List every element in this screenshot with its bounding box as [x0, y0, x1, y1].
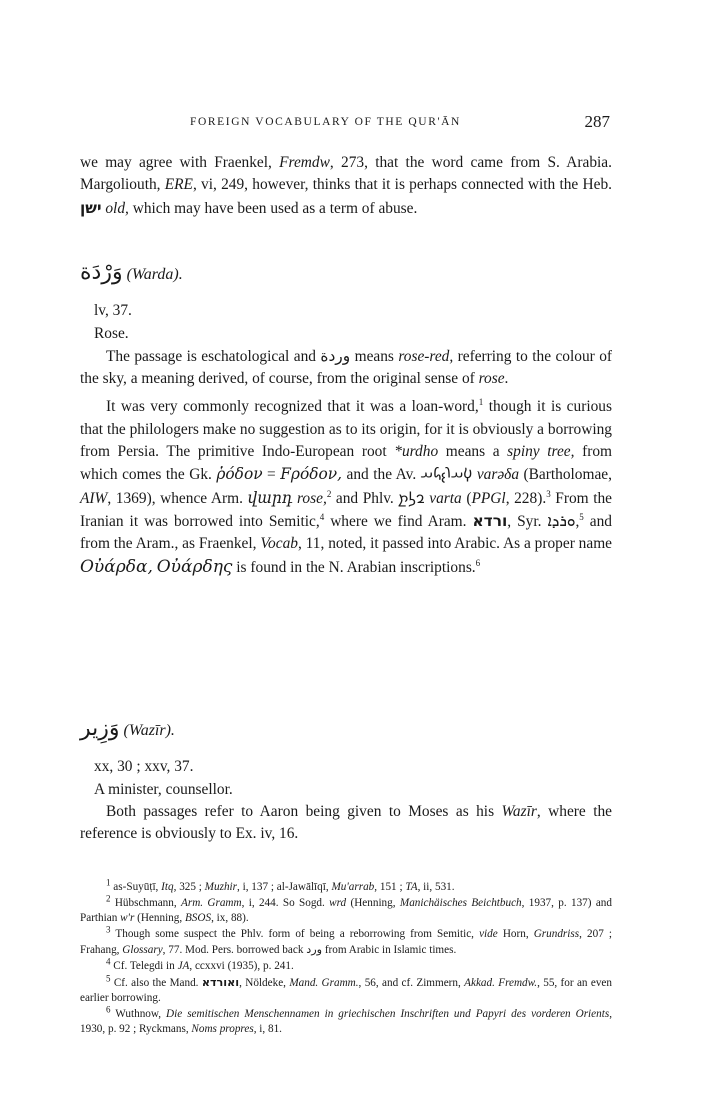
- syriac-word: ܘܪܕܐ: [547, 511, 576, 530]
- entry-heading: [80, 262, 612, 286]
- footnote-ref: 1: [478, 397, 484, 408]
- gloss: Rose.: [94, 324, 129, 342]
- mandaic-word: ואורדא: [201, 975, 240, 989]
- headword-transliteration: (Warda).: [126, 266, 183, 283]
- quran-reference: lv, 37.: [94, 302, 132, 320]
- body-paragraph: It was very commonly recognized that it was a loan-word,$^1$ though it is curious that the philologers make no suggestion as to its origin, for it is obviously a borrowing from Persia. The primitive Indo-European root *urdho means a spiny tree, from which comes the Gk. ῥόδον = Fρόδον, and the Av. 𐬬𐬀𐬭𐬆𐬜𐬀 varəδa (Bartholomae, AIW, 1369), whence Arm. վարդ rose,$^2$ and Phlv. 𐭥𐭫𐭲 varta (PPGl, 228).$^3$ From the Iranian it was borrowed into Semitic,$^4$ where we find Aram. ורדא, Syr. ܘܪܕܐ,$^5$ and from the Aram., as Fraenkel, Vocab, 11, noted, it passed into Arabic. As a proper name Οὐάρδα, Οὐάρδης is found in the N. Arabian inscriptions.$^6$: [80, 397, 613, 577]
- running-header: [190, 112, 610, 136]
- citation-fremdw: Fremdw: [279, 154, 330, 171]
- footnote: $^4$ Cf. Telegdi in JA, ccxxvi (1935), p. 241.: [106, 956, 294, 972]
- footnote: $^1$ as-Suyūṭī, Itq, 325 ; Muzhir, i, 137 ; al-Jawālīqī, Mu'arrab, 151 ; TA, ii, 531.: [106, 877, 455, 893]
- citation-ere: ERE: [164, 176, 193, 194]
- greek-word: ῥόδον: [216, 465, 263, 484]
- intro-paragraph: we may agree with Fraenkel, Fremdw, 273, that the word came from S. Arabia. Margoliouth, ERE, vi, 249, however, thinks that it is perhaps connected with the Heb. ישן old, which may have been used as a term of abuse.: [80, 154, 612, 217]
- footnotes: [80, 877, 612, 1038]
- greek-word: Fρόδον,: [280, 465, 343, 484]
- footnote-ref: 6: [475, 557, 481, 568]
- footnote-ref: 5: [579, 511, 584, 522]
- footnote-ref: 4: [319, 511, 325, 522]
- gloss: A minister, counsellor.: [94, 780, 233, 798]
- arabic-headword: وَزِير: [80, 716, 120, 741]
- body-paragraph: Both passages refer to Aaron being given to Moses as his Wazīr, where the reference is obviously to Ex. iv, 16.: [80, 802, 612, 843]
- running-title: FOREIGN VOCABULARY OF THE QUR'ĀN: [190, 116, 461, 128]
- footnote: $^5$ Cf. also the Mand. ואורדא, Nöldeke, Mand. Gramm., 56, and cf. Zimmern, Akkad. Fremdw., 55, for an even earlier borrowing.: [80, 972, 612, 1005]
- body-paragraph: The passage is eschatological and وردة means rose-red, referring to the colour of the sky, a meaning derived, of course, from the original sense of rose.: [80, 346, 613, 388]
- headword-transliteration: (Wazīr).: [123, 722, 175, 739]
- footnote: $^6$ Wuthnow, Die semitischen Menschennamen in griechischen Inschriften und Papyri des vorderen Orients, 1930, p. 92 ; Ryckmans, Noms propres, i, 81.: [80, 1004, 612, 1036]
- arabic-word: وردة: [320, 346, 351, 365]
- entry-heading: [80, 718, 612, 742]
- footnote-ref: 3: [546, 488, 551, 499]
- greek-name: Οὐάρδης: [156, 556, 233, 577]
- footnote: $^2$ Hübschmann, Arm. Gramm, i, 244. So Sogd. wrd (Henning, Manichäisches Beichtbuch, 1937, p. 137) and Parthian w'r (Henning, BSOS, ix, 88).: [80, 892, 612, 925]
- page-number: 287: [584, 112, 610, 131]
- aramaic-word: ורדא: [472, 511, 508, 530]
- arabic-word: ورد: [306, 943, 323, 957]
- footnote: $^3$ Though some suspect the Phlv. form of being a reborrowing from Semitic, vide Horn, Grundriss, 207 ; Frahang, Glossary, 77. Mod. Pers. borrowed back ورد from Arabic in Islamic times.: [80, 924, 612, 957]
- armenian-word: վարդ: [247, 488, 293, 507]
- avestan-word: 𐬬𐬀𐬭𐬆𐬜𐬀: [420, 465, 473, 484]
- pahlavi-word: 𐭥𐭫𐭲: [398, 488, 425, 507]
- entry-wazir: [80, 718, 612, 845]
- arabic-headword: وَرْدَة: [80, 260, 123, 285]
- quran-reference: xx, 30 ; xxv, 37.: [94, 758, 194, 776]
- footnote-ref: 2: [326, 488, 332, 499]
- hebrew-word: ישן: [80, 198, 102, 217]
- greek-name: Οὐάρδα,: [80, 556, 153, 577]
- entry-warda: [80, 262, 612, 579]
